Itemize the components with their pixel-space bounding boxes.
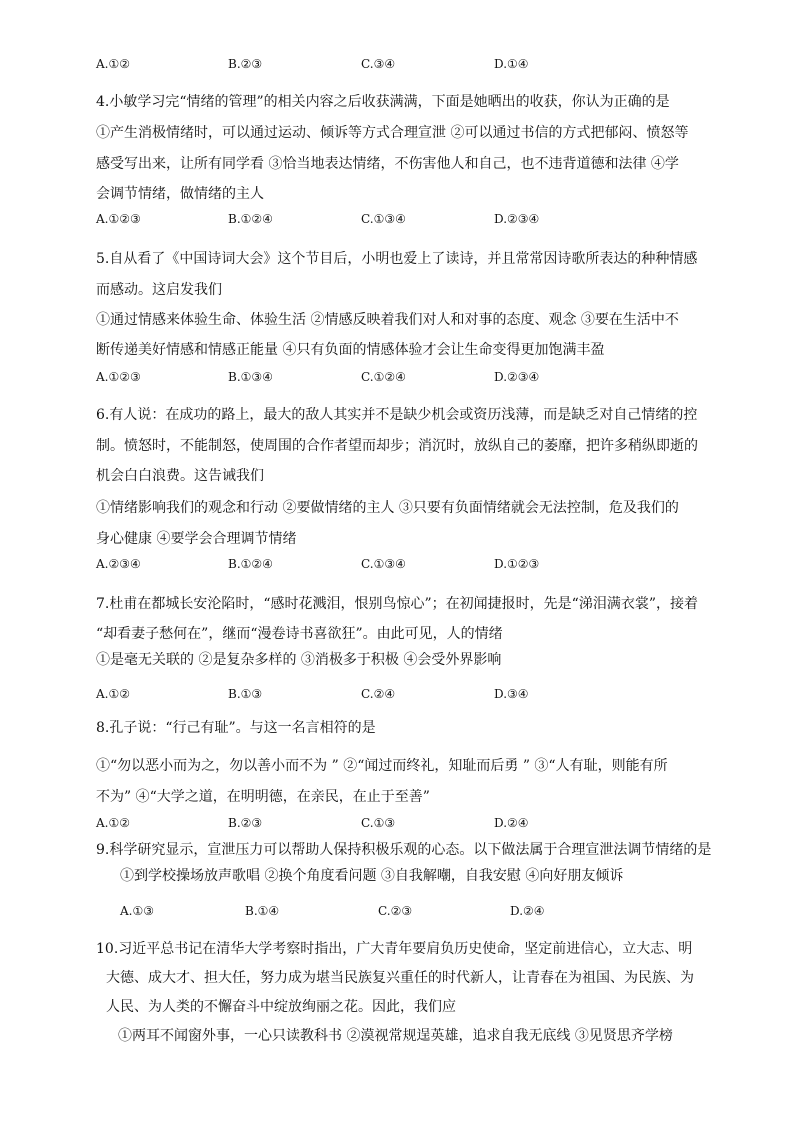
q9-options xyxy=(120,903,680,919)
option-b[interactable]: B.①②④ xyxy=(228,557,273,571)
option-b[interactable]: B.①③ xyxy=(228,687,263,701)
question-8-body-line: 不为” ④“大学之道，在明明德，在亲民，在止于至善” xyxy=(96,789,430,805)
option-c[interactable]: C.①③④ xyxy=(361,212,406,226)
option-b[interactable]: B.①③④ xyxy=(228,370,273,384)
option-c[interactable]: C.①③④ xyxy=(361,557,406,571)
option-d[interactable]: D.①④ xyxy=(494,57,529,71)
option-b[interactable]: B.①②④ xyxy=(228,212,273,226)
option-a[interactable]: A.①②③ xyxy=(96,212,141,226)
option-c[interactable]: C.③④ xyxy=(361,57,396,71)
question-9-stem: 9.科学研究显示，宣泄压力可以帮助人保持积极乐观的心态。以下做法属于合理宣泄法调节情绪的是 xyxy=(96,842,712,858)
question-10-body-line: ①两耳不闻窗外事，一心只读教科书 ②漠视常规逞英雄，追求自我无底线 ③见贤思齐学榜 xyxy=(118,1028,673,1044)
q6-options xyxy=(96,556,696,572)
question-4-body-line: 感受写出来，让所有同学看 ③恰当地表达情绪，不伤害他人和自己，也不违背道德和法律 ④学 xyxy=(96,156,679,172)
option-a[interactable]: A.①② xyxy=(96,687,130,701)
option-a[interactable]: A.①③ xyxy=(120,904,154,918)
option-d[interactable]: D.③④ xyxy=(494,687,529,701)
option-b[interactable]: B.①④ xyxy=(245,904,280,918)
option-c[interactable]: C.②④ xyxy=(361,687,396,701)
option-d[interactable]: D.②④ xyxy=(510,904,545,918)
q3-options xyxy=(96,56,696,72)
option-d[interactable]: D.②④ xyxy=(494,816,529,830)
question-7-stem: 7.杜甫在都城长安沦陷时，“感时花溅泪，恨别鸟惊心”；在初闻捷报时，先是“涕泪满衣裳”，接着 xyxy=(96,596,698,612)
q7-options xyxy=(96,686,696,702)
question-8-stem: 8.孔子说：“行己有耻”。与这一名言相符的是 xyxy=(96,720,376,736)
question-10-stem-cont: 大德、成大才、担大任，努力成为堪当民族复兴重任的时代新人，让青春在为祖国、为民族、为 xyxy=(106,970,694,986)
question-9-body-line: ①到学校操场放声歌唱 ②换个角度看问题 ③自我解嘲，自我安慰 ④向好朋友倾诉 xyxy=(120,868,624,884)
option-c[interactable]: C.①②④ xyxy=(361,370,406,384)
q4-options xyxy=(96,211,696,227)
question-6-stem-cont: 机会白白浪费。这告诫我们 xyxy=(96,468,264,484)
option-d[interactable]: D.②③④ xyxy=(494,370,540,384)
option-a[interactable]: A.①② xyxy=(96,57,130,71)
option-b[interactable]: B.②③ xyxy=(228,816,263,830)
question-4-stem: 4.小敏学习完“情绪的管理”的相关内容之后收获满满，下面是她晒出的收获，你认为正确的是 xyxy=(96,94,670,110)
question-10-stem: 10.习近平总书记在清华大学考察时指出，广大青年要肩负历史使命，坚定前进信心，立大志、明 xyxy=(96,941,693,957)
question-5-stem: 5.自从看了《中国诗词大会》这个节目后，小明也爱上了读诗，并且常常因诗歌所表达的种种情感 xyxy=(96,251,698,267)
q8-options xyxy=(96,815,696,831)
question-5-body-line: ①通过情感来体验生命、体验生活 ②情感反映着我们对人和对事的态度、观念 ③要在生活中不 xyxy=(96,312,679,328)
question-5-stem-cont: 而感动。这启发我们 xyxy=(96,282,222,298)
question-5-body-line: 断传递美好情感和情感正能量 ④只有负面的情感体验才会让生命变得更加饱满丰盈 xyxy=(96,342,605,358)
question-4-body-line: ①产生消极情绪时，可以通过运动、倾诉等方式合理宣泄 ②可以通过书信的方式把郁闷、愤怒等 xyxy=(96,125,689,141)
option-c[interactable]: C.①③ xyxy=(361,816,396,830)
option-d[interactable]: D.②③④ xyxy=(494,212,540,226)
option-d[interactable]: D.①②③ xyxy=(494,557,540,571)
question-4-body-line: 会调节情绪，做情绪的主人 xyxy=(96,186,264,202)
option-c[interactable]: C.②③ xyxy=(378,904,413,918)
question-6-body-line: ①情绪影响我们的观念和行动 ②要做情绪的主人 ③只要有负面情绪就会无法控制，危及我们的 xyxy=(96,500,679,516)
option-a[interactable]: A.①②③ xyxy=(96,370,141,384)
option-a[interactable]: A.②③④ xyxy=(96,557,141,571)
option-b[interactable]: B.②③ xyxy=(228,57,263,71)
question-10-stem-cont: 人民、为人类的不懈奋斗中绽放绚丽之花。因此，我们应 xyxy=(106,999,456,1015)
option-a[interactable]: A.①② xyxy=(96,816,130,830)
question-6-stem-cont: 制。愤怒时，不能制怒，使周围的合作者望而却步；消沉时，放纵自己的萎靡，把许多稍纵即逝的 xyxy=(96,438,698,454)
question-7-body-line: ①是毫无关联的 ②是复杂多样的 ③消极多于积极 ④会受外界影响 xyxy=(96,652,502,668)
question-8-body-line: ①“勿以恶小而为之，勿以善小而不为 ” ②“闻过而终礼，知耻而后勇 ” ③“人有耻，则能有所 xyxy=(96,758,668,774)
question-6-body-line: 身心健康 ④要学会合理调节情绪 xyxy=(96,531,297,547)
q5-options xyxy=(96,369,696,385)
question-6-stem: 6.有人说：在成功的路上，最大的敌人其实并不是缺少机会或资历浅薄，而是缺乏对自己情绪的控 xyxy=(96,407,698,423)
question-7-stem-cont: “却看妻子愁何在”，继而“漫卷诗书喜欲狂”。由此可见，人的情绪 xyxy=(96,626,503,642)
